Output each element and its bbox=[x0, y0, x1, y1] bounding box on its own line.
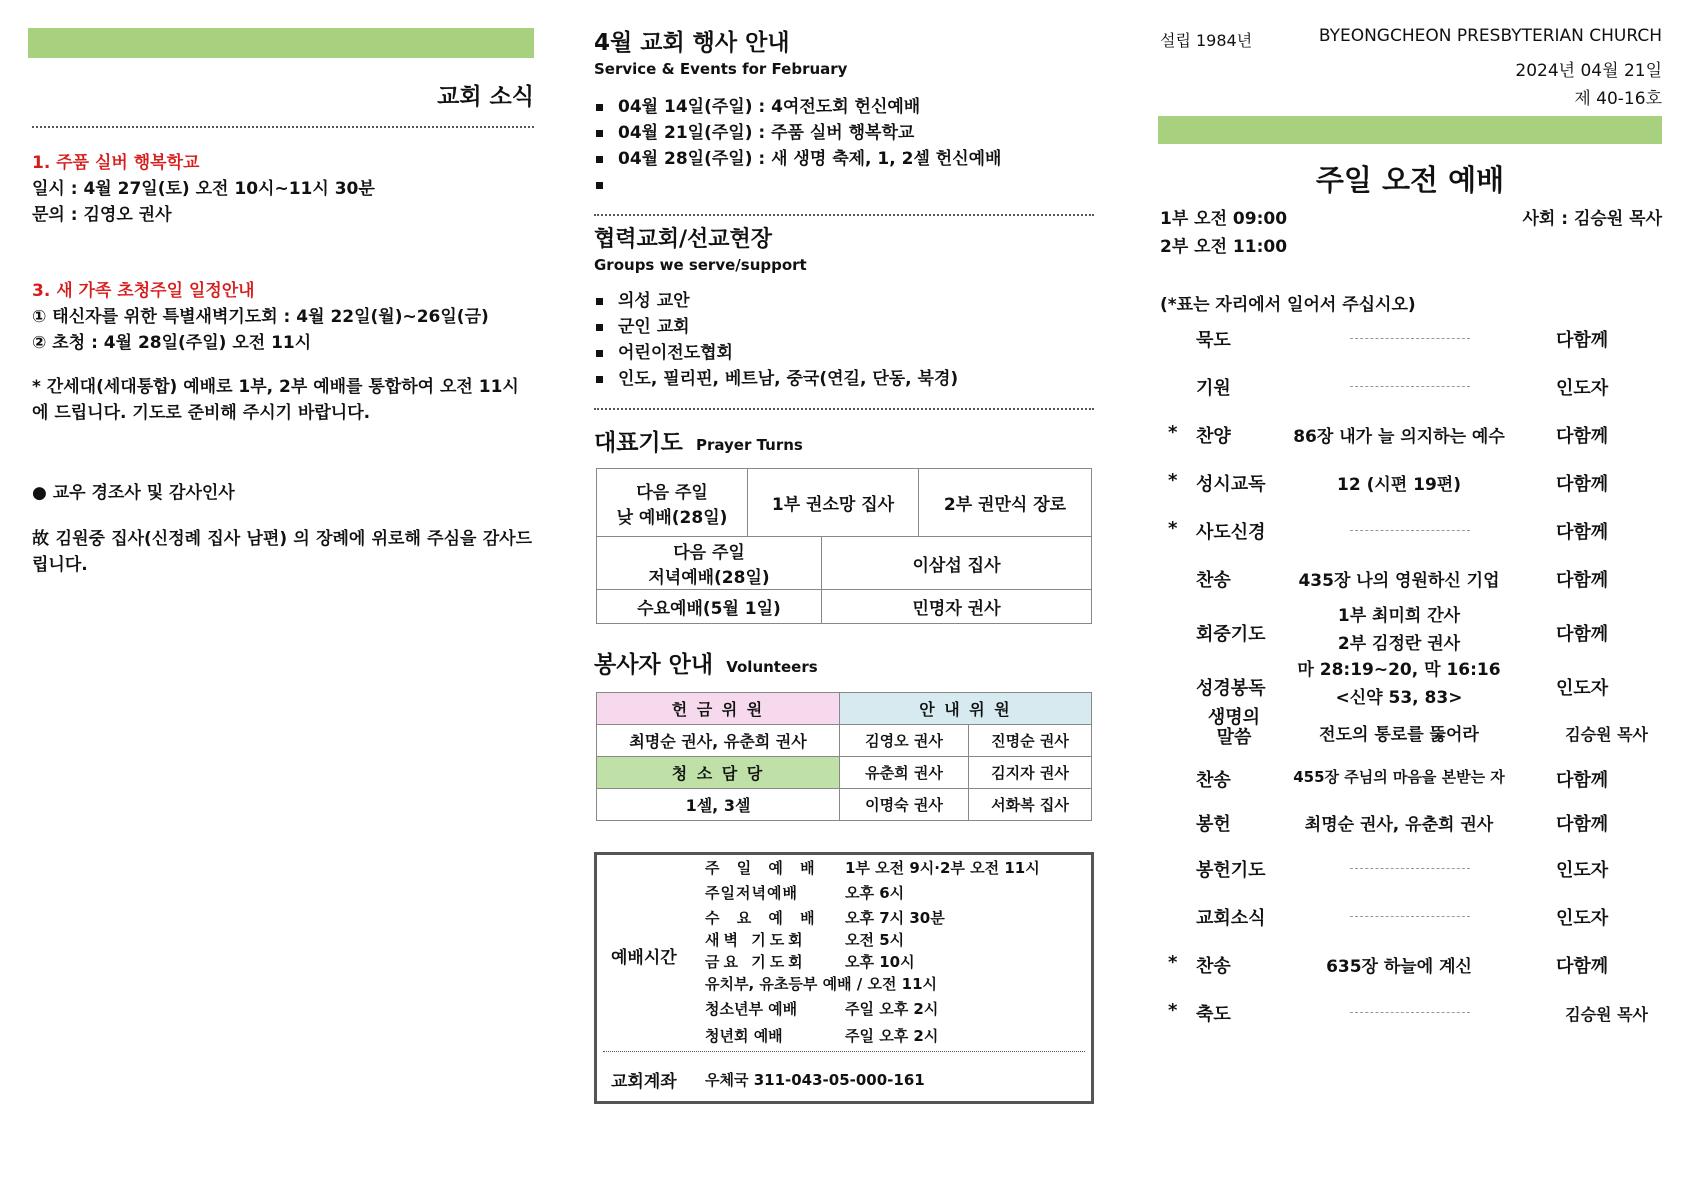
order-label bbox=[1196, 708, 1272, 748]
partners-subtitle: Groups we serve/support bbox=[594, 256, 807, 274]
list-item: 군인 교회 bbox=[594, 314, 1094, 340]
order-label-line: 말씀 bbox=[1216, 727, 1252, 748]
order-label: 회중기도 bbox=[1196, 624, 1266, 645]
condolence-title: ● 교우 경조사 및 감사인사 bbox=[32, 483, 235, 503]
order-detail bbox=[1284, 602, 1514, 658]
presider: 사회 : 김승원 목사 bbox=[1522, 209, 1662, 229]
time-row bbox=[705, 907, 1085, 929]
order-row bbox=[1160, 606, 1660, 654]
service-times-box bbox=[594, 852, 1094, 1104]
list-item: 의성 교안 bbox=[594, 288, 1094, 314]
events-title: 4월 교회 행사 안내 bbox=[594, 30, 790, 56]
prayer-table bbox=[596, 468, 1092, 537]
service-time-2: 2부 오전 11:00 bbox=[1160, 237, 1288, 257]
usher-name: 김영오 권사 bbox=[840, 725, 969, 757]
time-name: 수 요 예 배 bbox=[705, 909, 821, 927]
list-item: 인도, 필리핀, 베트남, 중국(연길, 단동, 북경) bbox=[594, 366, 1094, 392]
order-leader: 다함께 bbox=[1556, 522, 1609, 543]
order-label: 봉헌기도 bbox=[1196, 860, 1266, 881]
cell-text: 저녁예배(28일) bbox=[648, 568, 770, 588]
order-label: 축도 bbox=[1196, 1004, 1231, 1025]
list-item: 04월 21일(주일) : 주품 실버 행복학교 bbox=[594, 120, 1094, 146]
founded-year: 설립 1984년 bbox=[1160, 31, 1253, 50]
usher-name: 서화복 집사 bbox=[969, 789, 1092, 821]
time-value: 주일 오후 2시 bbox=[845, 1027, 939, 1045]
order-leader: 다함께 bbox=[1556, 474, 1609, 495]
times-label: 예배시간 bbox=[611, 948, 677, 968]
stand-mark: * bbox=[1168, 518, 1178, 539]
prayer-cell: 이삼섭 집사 bbox=[822, 537, 1092, 590]
order-leader: 인도자 bbox=[1556, 908, 1609, 929]
order-detail-line: 마 28:19~20, 막 16:16 bbox=[1297, 660, 1501, 680]
order-label: 찬송 bbox=[1196, 770, 1231, 791]
church-name: BYEONGCHEON PRESBYTERIAN CHURCH bbox=[1318, 26, 1662, 46]
order-row bbox=[1160, 758, 1660, 798]
order-label: 성경봉독 bbox=[1196, 678, 1266, 699]
order-label: 찬송 bbox=[1196, 956, 1231, 977]
order-detail: 635장 하늘에 계신 bbox=[1326, 957, 1472, 977]
right-header-bar bbox=[1158, 116, 1662, 144]
time-name: 금요 기도회 bbox=[705, 953, 807, 971]
order-row bbox=[1160, 707, 1660, 752]
order-leader: 다함께 bbox=[1556, 956, 1609, 977]
list-item: 어린이전도협회 bbox=[594, 340, 1094, 366]
time-name: 유치부, 유초등부 예배 / 오전 11시 bbox=[705, 975, 938, 993]
middle-divider-1 bbox=[594, 214, 1094, 216]
order-detail-line: 2부 김정란 권사 bbox=[1337, 634, 1461, 654]
time-row bbox=[705, 929, 1085, 951]
dashed-line bbox=[1350, 868, 1470, 869]
partners-title: 협력교회/선교현장 bbox=[594, 227, 773, 252]
cell-text: 다음 주일 bbox=[673, 543, 745, 563]
order-leader: 인도자 bbox=[1556, 860, 1609, 881]
prayer-cell bbox=[597, 537, 822, 590]
order-leader: 다함께 bbox=[1556, 624, 1609, 645]
time-row bbox=[705, 973, 1085, 998]
order-row bbox=[1160, 414, 1660, 454]
order-detail: 435장 나의 영원하신 기업 bbox=[1298, 571, 1500, 591]
order-row bbox=[1160, 848, 1660, 888]
order-detail: 전도의 통로를 뚫어라 bbox=[1319, 725, 1479, 745]
time-value: 오후 10시 bbox=[845, 953, 915, 971]
time-name: 청년회 예배 bbox=[705, 1027, 783, 1045]
time-row bbox=[705, 998, 1085, 1025]
condolence-text: 故 김원중 집사(신정례 집사 남편) 의 장례에 위로해 주심을 감사드립니다. bbox=[32, 529, 532, 575]
offering-header: 헌 금 위 원 bbox=[597, 693, 840, 725]
prayer-cell: 2부 권만식 장로 bbox=[919, 469, 1092, 537]
dashed-line bbox=[1350, 1012, 1470, 1013]
list-item bbox=[594, 172, 1094, 198]
order-label: 교회소식 bbox=[1196, 908, 1266, 929]
prayer-cell bbox=[597, 469, 748, 537]
usher-name: 이명숙 권사 bbox=[840, 789, 969, 821]
prayer-heading bbox=[594, 424, 803, 457]
middle-divider-2 bbox=[594, 408, 1094, 410]
item1-title: 1. 주품 실버 행복학교 bbox=[32, 153, 200, 173]
order-leader: 다함께 bbox=[1556, 570, 1609, 591]
order-row bbox=[1160, 896, 1660, 936]
service-time-1: 1부 오전 09:00 bbox=[1160, 209, 1288, 229]
order-row bbox=[1160, 992, 1660, 1032]
time-row bbox=[705, 857, 1085, 882]
order-row bbox=[1160, 462, 1660, 502]
order-row bbox=[1160, 944, 1660, 984]
order-label: 성시교독 bbox=[1196, 474, 1266, 495]
usher-name: 유춘희 권사 bbox=[840, 757, 969, 789]
events-list bbox=[594, 94, 1094, 198]
account-label: 교회계좌 bbox=[611, 1072, 677, 1092]
prayer-cell: 수요예배(5월 1일) bbox=[597, 590, 822, 624]
item1-line2: 문의 : 김영오 권사 bbox=[32, 205, 172, 225]
time-value: 주일 오후 2시 bbox=[845, 1000, 939, 1018]
order-label: 찬양 bbox=[1196, 426, 1231, 447]
order-leader: 인도자 bbox=[1556, 378, 1609, 399]
bulletin-date: 2024년 04월 21일 bbox=[1515, 61, 1662, 81]
list-item: 04월 14일(주일) : 4여전도회 헌신예배 bbox=[594, 94, 1094, 120]
prayer-subtitle: Prayer Turns bbox=[695, 436, 803, 454]
stand-mark: * bbox=[1168, 1000, 1178, 1021]
time-value: 1부 오전 9시·2부 오전 11시 bbox=[845, 859, 1040, 877]
item3-line1: ① 태신자를 위한 특별새벽기도회 : 4월 22일(월)~26일(금) bbox=[32, 307, 489, 327]
time-name: 청소년부 예배 bbox=[705, 1000, 798, 1018]
order-label: 기원 bbox=[1196, 378, 1231, 399]
order-leader: 다함께 bbox=[1556, 426, 1609, 447]
order-label: 봉헌 bbox=[1196, 814, 1231, 835]
order-row bbox=[1160, 318, 1660, 358]
time-row bbox=[705, 882, 1085, 907]
order-label: 사도신경 bbox=[1196, 522, 1266, 543]
dashed-line bbox=[1350, 530, 1470, 531]
usher-name: 김지자 권사 bbox=[969, 757, 1092, 789]
events-subtitle: Service & Events for February bbox=[594, 60, 848, 78]
prayer-table-2 bbox=[596, 536, 1092, 624]
list-item: 04월 28일(주일) : 새 생명 축제, 1, 2셀 헌신예배 bbox=[594, 146, 1094, 172]
stand-note: (*표는 자리에서 일어서 주십시오) bbox=[1160, 295, 1416, 315]
time-row bbox=[705, 1025, 1085, 1050]
order-of-worship bbox=[1160, 318, 1660, 1038]
stand-mark: * bbox=[1168, 422, 1178, 443]
volunteers-table bbox=[596, 692, 1092, 821]
service-title: 주일 오전 예배 bbox=[1315, 163, 1505, 197]
times-list bbox=[705, 857, 1085, 1050]
item1-line1: 일시 : 4월 27일(토) 오전 10시~11시 30분 bbox=[32, 179, 375, 199]
clean-header: 청 소 담 당 bbox=[597, 757, 840, 789]
order-row bbox=[1160, 510, 1660, 550]
order-leader: 다함께 bbox=[1556, 814, 1609, 835]
order-leader: 김승원 목사 bbox=[1565, 725, 1648, 744]
integration-note: * 간세대(세대통합) 예배로 1부, 2부 예배를 통합하여 오전 11시에 드립니다. 기도로 준비해 주시기 바랍니다. bbox=[32, 377, 519, 423]
item3-title: 3. 새 가족 초청주일 일정안내 bbox=[32, 281, 255, 301]
news-title: 교회 소식 bbox=[437, 84, 534, 110]
order-detail: 12 (시편 19편) bbox=[1337, 475, 1461, 495]
order-detail: 최명순 권사, 유춘희 권사 bbox=[1304, 815, 1494, 835]
order-label: 묵도 bbox=[1196, 330, 1231, 351]
order-detail: 455장 주님의 마음을 본받는 자 bbox=[1293, 768, 1505, 786]
time-value: 오전 5시 bbox=[845, 931, 905, 949]
volunteers-heading bbox=[594, 646, 818, 679]
partners-list bbox=[594, 288, 1094, 392]
time-row bbox=[705, 951, 1085, 973]
order-row bbox=[1160, 558, 1660, 598]
order-leader: 김승원 목사 bbox=[1565, 1005, 1648, 1024]
item3-line2: ② 초청 : 4월 28일(주일) 오전 11시 bbox=[32, 333, 312, 353]
order-row bbox=[1160, 660, 1660, 708]
order-leader: 인도자 bbox=[1556, 678, 1609, 699]
cell-text: 낮 예배(28일) bbox=[616, 507, 728, 528]
stand-mark: * bbox=[1168, 952, 1178, 973]
clean-cells: 1셀, 3셀 bbox=[597, 789, 840, 821]
dashed-line bbox=[1350, 916, 1470, 917]
volunteers-subtitle: Volunteers bbox=[726, 658, 818, 676]
volunteers-title: 봉사자 안내 bbox=[594, 652, 714, 678]
prayer-cell: 1부 권소망 집사 bbox=[748, 469, 919, 537]
prayer-cell: 민명자 권사 bbox=[822, 590, 1092, 624]
order-row bbox=[1160, 366, 1660, 406]
order-leader: 다함께 bbox=[1556, 770, 1609, 791]
order-label: 찬송 bbox=[1196, 570, 1231, 591]
stand-mark: * bbox=[1168, 470, 1178, 491]
order-label-line: 생명의 bbox=[1207, 707, 1261, 728]
account-number: 우체국 311-043-05-000-161 bbox=[705, 1071, 925, 1089]
order-detail-line: <신약 53, 83> bbox=[1335, 688, 1463, 708]
order-detail-line: 1부 최미희 간사 bbox=[1337, 606, 1461, 626]
prayer-title: 대표기도 bbox=[594, 430, 683, 456]
order-row bbox=[1160, 802, 1660, 842]
offering-names: 최명순 권사, 유춘희 권사 bbox=[597, 725, 840, 757]
time-name: 주 일 예 배 bbox=[705, 859, 821, 877]
order-detail: 86장 내가 늘 의지하는 예수 bbox=[1293, 427, 1505, 447]
cell-text: 다음 주일 bbox=[636, 482, 708, 503]
usher-header: 안 내 위 원 bbox=[840, 693, 1092, 725]
dashed-line bbox=[1350, 386, 1470, 387]
left-header-bar bbox=[28, 28, 534, 58]
dashed-line bbox=[1350, 338, 1470, 339]
order-leader: 다함께 bbox=[1556, 330, 1609, 351]
time-value: 오후 7시 30분 bbox=[845, 909, 945, 927]
order-detail bbox=[1284, 656, 1514, 712]
time-name: 새벽 기도회 bbox=[705, 931, 807, 949]
issue-number: 제 40-16호 bbox=[1574, 89, 1662, 109]
time-name: 주일저녁예배 bbox=[705, 884, 798, 902]
left-divider bbox=[32, 126, 534, 128]
times-divider bbox=[603, 1051, 1085, 1052]
time-value: 오후 6시 bbox=[845, 884, 905, 902]
usher-name: 진명순 권사 bbox=[969, 725, 1092, 757]
